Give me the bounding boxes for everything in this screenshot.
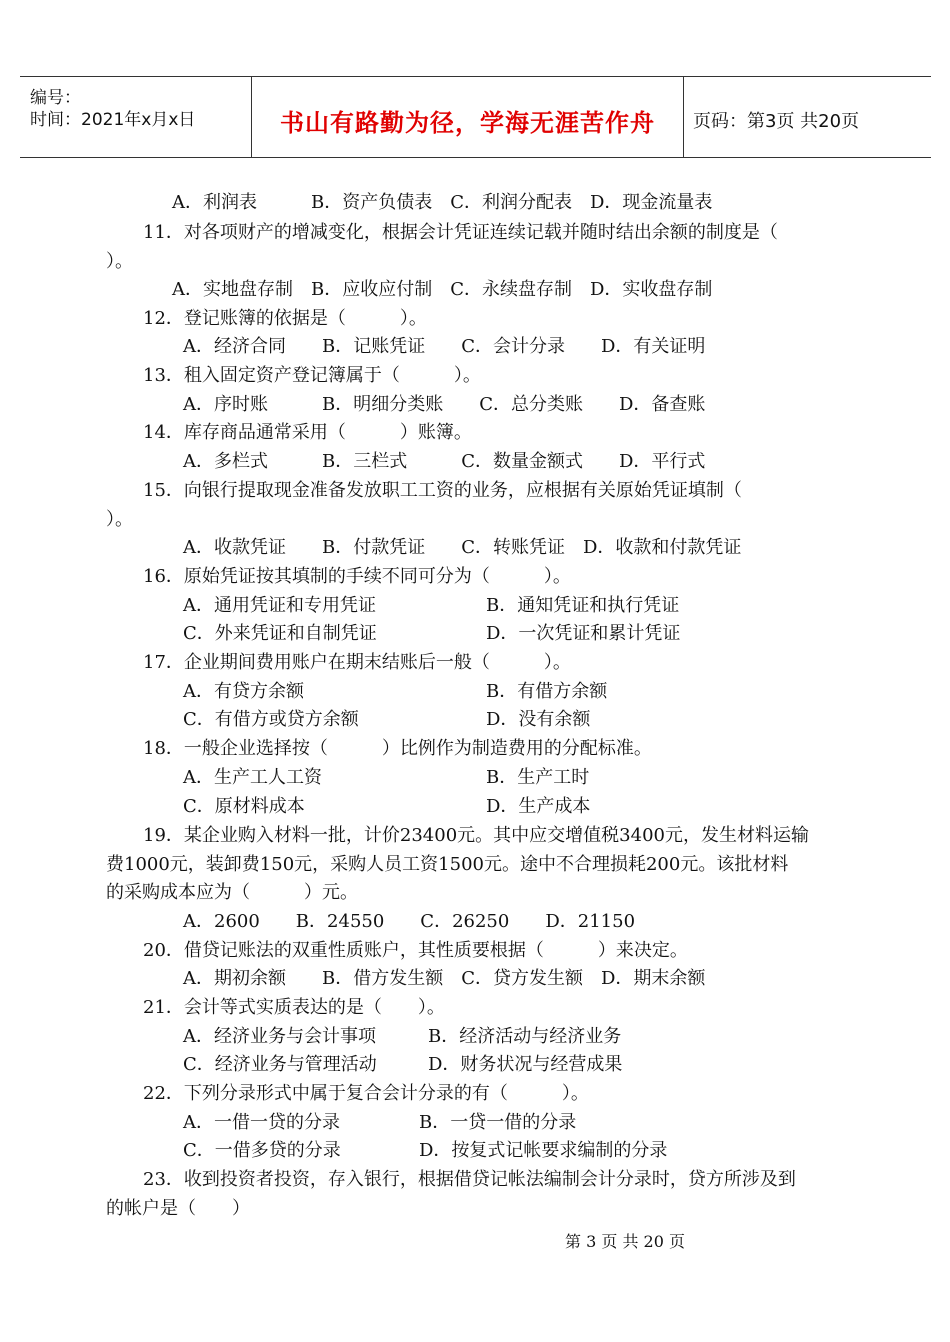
page-footer: 第 3 页 共 20 页 — [565, 1232, 685, 1251]
question-15: 15．向银行提取现金准备发放职工工资的业务，应根据有关原始凭证填制（ — [143, 480, 742, 501]
option-d: D．财务状况与经营成果 — [428, 1054, 623, 1075]
option-a: A．一借一贷的分录 — [183, 1112, 340, 1133]
option-line: A．经济合同 B．记账凭证 C．会计分录 D．有关证明 — [183, 336, 706, 357]
option-c: C．外来凭证和自制凭证 — [183, 623, 377, 644]
question-16: 16．原始凭证按其填制的手续不同可分为（ ）。 — [143, 566, 571, 587]
option-d: D．没有余额 — [486, 709, 591, 730]
question-13: 13．租入固定资产登记簿属于（ ）。 — [143, 365, 481, 386]
option-a: A．经济业务与会计事项 — [183, 1026, 376, 1047]
motto: 书山有路勤为径，学海无涯苦作舟 — [280, 109, 655, 137]
option-a: A．有贷方余额 — [183, 681, 304, 702]
option-a: A．通用凭证和专用凭证 — [183, 595, 376, 616]
time-label: 时间：2021年x月x日 — [30, 110, 196, 130]
option-line: A．多栏式 B．三栏式 C．数量金额式 D．平行式 — [183, 451, 706, 472]
question-22: 22．下列分录形式中属于复合会计分录的有（ ）。 — [143, 1083, 589, 1104]
option-c: C．有借方或贷方余额 — [183, 709, 359, 730]
question-line: 费1000元，装卸费150元，采购人员工资1500元。途中不合理损耗200元。该批材料 — [106, 854, 789, 875]
option-a: A．生产工人工资 — [183, 767, 322, 788]
option-b: B．一贷一借的分录 — [419, 1112, 577, 1133]
option-b: B．有借方余额 — [486, 681, 608, 702]
option-b: B．通知凭证和执行凭证 — [486, 595, 680, 616]
question-18: 18．一般企业选择按（ ）比例作为制造费用的分配标准。 — [143, 738, 652, 759]
option-b: B．经济活动与经济业务 — [428, 1026, 622, 1047]
question-14: 14．库存商品通常采用（ ）账簿。 — [143, 422, 472, 443]
option-b: B．生产工时 — [486, 767, 590, 788]
option-c: C．原材料成本 — [183, 796, 305, 817]
option-c: C．一借多贷的分录 — [183, 1140, 341, 1161]
question-line: 的帐户是（ ） — [106, 1198, 250, 1219]
option-c: C．经济业务与管理活动 — [183, 1054, 377, 1075]
option-line: A．期初余额 B．借方发生额 C．贷方发生额 D．期末余额 — [183, 968, 706, 989]
question-20: 20．借贷记账法的双重性质账户，其性质要根据（ ）来决定。 — [143, 940, 688, 961]
question-17: 17．企业期间费用账户在期末结账后一般（ ）。 — [143, 652, 571, 673]
question-line: 的采购成本应为（ ）元。 — [106, 882, 358, 903]
option-line: A．利润表 B．资产负债表 C．利润分配表 D．现金流量表 — [172, 192, 713, 213]
option-line: A．2600 B．24550 C．26250 D．21150 — [183, 911, 636, 932]
option-line: A．收款凭证 B．付款凭证 C．转账凭证 D．收款和付款凭证 — [183, 537, 742, 558]
serial-number: 编号： — [30, 88, 81, 108]
page-info: 页码：第3页 共20页 — [693, 111, 860, 132]
option-line: A．序时账 B．明细分类账 C．总分类账 D．备查账 — [183, 394, 706, 415]
option-d: D．一次凭证和累计凭证 — [486, 623, 681, 644]
question-11: 11．对各项财产的增减变化，根据会计凭证连续记载并随时结出余额的制度是（ — [143, 222, 778, 243]
question-23: 23．收到投资者投资，存入银行，根据借贷记帐法编制会计分录时，贷方所涉及到 — [143, 1169, 796, 1190]
option-line: A．实地盘存制 B．应收应付制 C．永续盘存制 D．实收盘存制 — [172, 279, 713, 300]
question-12: 12．登记账簿的依据是（ ）。 — [143, 308, 427, 329]
question-line: ）。 — [106, 251, 133, 272]
question-21: 21．会计等式实质表达的是（ ）。 — [143, 997, 445, 1018]
option-d: D．按复式记帐要求编制的分录 — [419, 1140, 668, 1161]
question-line: ）。 — [106, 509, 133, 530]
option-d: D．生产成本 — [486, 796, 591, 817]
question-19: 19．某企业购入材料一批，计价23400元。其中应交增值税3400元，发生材料运输 — [143, 825, 809, 846]
